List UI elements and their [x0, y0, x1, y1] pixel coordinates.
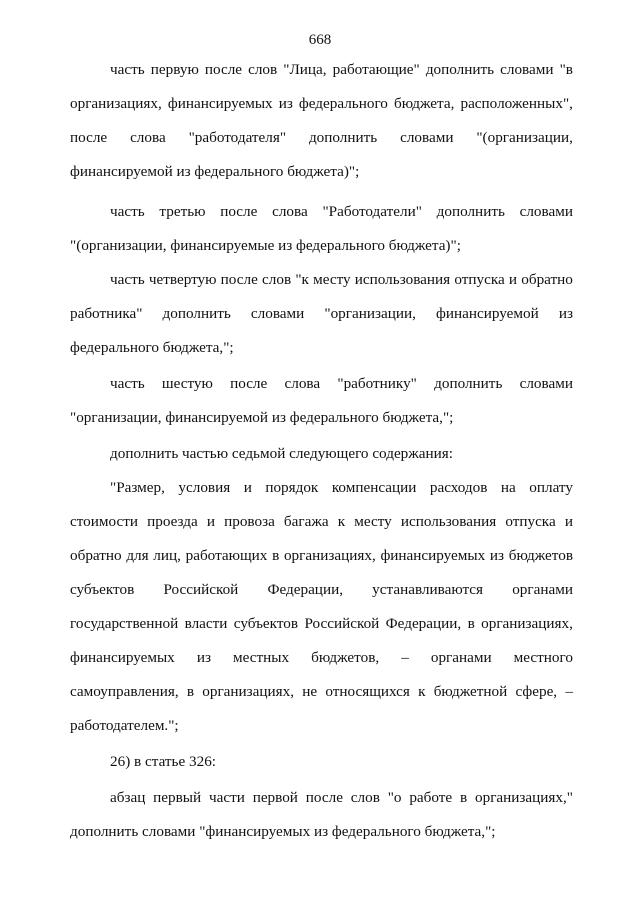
- word: оплату: [529, 479, 573, 496]
- text-line: "(организации, финансируемые из федерального бюджета)";: [70, 237, 461, 254]
- text-line: "организации, финансируемой из федерального бюджета,";: [70, 409, 454, 426]
- text-line: 26) в статье 326:: [110, 753, 217, 770]
- word: к: [337, 513, 346, 530]
- word: условия: [178, 479, 231, 496]
- word: из: [278, 95, 293, 112]
- word: после: [220, 271, 258, 288]
- word: финансируемых: [70, 649, 175, 666]
- word: в: [186, 683, 195, 700]
- word: проезда: [147, 513, 198, 530]
- word: на: [500, 479, 516, 496]
- word: после: [204, 61, 243, 78]
- text-line: дополнить частью седьмой следующего содержания:: [110, 445, 453, 462]
- word: из: [489, 547, 505, 564]
- text-line: [110, 788, 573, 808]
- word: третью: [159, 203, 206, 220]
- word: "о: [387, 789, 402, 806]
- text-line: [70, 682, 573, 702]
- word: абзац: [110, 789, 146, 806]
- word: часть: [110, 375, 145, 392]
- word: расположенных",: [460, 95, 573, 112]
- word: обратно: [521, 271, 573, 288]
- word: субъектов: [233, 615, 299, 632]
- word: "Лица,: [283, 61, 327, 78]
- word: багажа: [283, 513, 329, 530]
- word: устанавливаются: [372, 581, 484, 598]
- word: сфере,: [515, 683, 558, 700]
- word: дополнить: [308, 129, 378, 146]
- word: самоуправления,: [70, 683, 179, 700]
- word: к: [418, 683, 426, 700]
- word: словами: [250, 305, 305, 322]
- word: слов: [248, 61, 278, 78]
- word: Федерации,: [385, 615, 462, 632]
- word: после: [220, 203, 258, 220]
- word: и: [243, 479, 252, 496]
- word: слова: [284, 375, 321, 392]
- word: бюджета,: [393, 95, 455, 112]
- word: –: [401, 649, 409, 666]
- word: в: [460, 789, 468, 806]
- word: порядок: [265, 479, 319, 496]
- word: бюджетов: [508, 547, 573, 564]
- word: в: [467, 615, 475, 632]
- text-line: [110, 202, 573, 222]
- word: "Работодатели": [322, 203, 422, 220]
- text-line: [70, 614, 573, 634]
- word: часть: [110, 203, 145, 220]
- word: обратно: [70, 547, 122, 564]
- word: стоимости: [70, 513, 138, 530]
- word: слов: [262, 271, 292, 288]
- word: слова: [130, 129, 166, 146]
- text-line: [70, 546, 573, 566]
- text-line: [70, 512, 573, 532]
- word: местных: [233, 649, 290, 666]
- word: бюджетной: [433, 683, 508, 700]
- word: местного: [513, 649, 573, 666]
- word: использования: [400, 513, 497, 530]
- word: части: [208, 789, 245, 806]
- word: и: [508, 271, 518, 288]
- word: работе: [409, 789, 453, 806]
- word: Российской: [163, 581, 239, 598]
- word: "в: [559, 61, 573, 78]
- word: "(организации,: [476, 129, 573, 146]
- word: словами: [500, 61, 554, 78]
- text-line: федерального бюджета,";: [70, 339, 234, 356]
- word: не: [302, 683, 318, 700]
- word: и: [206, 513, 215, 530]
- word: после: [70, 129, 108, 146]
- word: использования: [354, 271, 451, 288]
- word: организациях,": [475, 789, 573, 806]
- word: финансируемых: [380, 547, 486, 564]
- text-line: [70, 648, 573, 668]
- word: часть: [110, 61, 145, 78]
- word: субъектов: [70, 581, 135, 598]
- word: финансируемой: [436, 305, 539, 322]
- word: –: [565, 683, 573, 700]
- word: слова: [272, 203, 308, 220]
- word: Федерации,: [267, 581, 343, 598]
- word: отпуска: [454, 271, 505, 288]
- word: "работнику": [337, 375, 417, 392]
- word: органами: [512, 581, 573, 598]
- word: первую: [150, 61, 199, 78]
- text-line: [70, 128, 573, 148]
- word: дополнить: [436, 203, 505, 220]
- word: часть: [110, 271, 145, 288]
- word: дополнить: [425, 61, 495, 78]
- word: организациях,: [283, 547, 376, 564]
- text-line: дополнить словами "финансируемых из федерального бюджета,";: [70, 823, 496, 840]
- word: из: [196, 649, 211, 666]
- word: власти: [184, 615, 228, 632]
- word: месту: [313, 271, 351, 288]
- word: лиц,: [153, 547, 181, 564]
- word: работника": [70, 305, 143, 322]
- word: "организации,: [324, 305, 416, 322]
- word: шестую: [161, 375, 213, 392]
- word: первый: [153, 789, 202, 806]
- word: после: [230, 375, 268, 392]
- word: "Размер,: [110, 479, 165, 496]
- word: из: [558, 305, 573, 322]
- word: после: [305, 789, 343, 806]
- text-line: [110, 60, 573, 80]
- word: работающие": [332, 61, 420, 78]
- word: словами: [400, 129, 454, 146]
- word: работающих: [185, 547, 268, 564]
- word: четвертую: [148, 271, 217, 288]
- word: организациях,: [481, 615, 573, 632]
- word: отпуска: [505, 513, 556, 530]
- word: словами: [519, 375, 573, 392]
- word: организациях,: [70, 95, 162, 112]
- word: дополнить: [434, 375, 503, 392]
- text-line: финансируемой из федерального бюджета)";: [70, 163, 360, 180]
- word: государственной: [70, 615, 179, 632]
- word: словами: [519, 203, 573, 220]
- word: компенсации: [331, 479, 417, 496]
- word: финансируемых: [167, 95, 273, 112]
- word: месту: [354, 513, 392, 530]
- text-line: [70, 94, 573, 114]
- word: в: [272, 547, 280, 564]
- text-line: работодателем.";: [70, 717, 179, 734]
- word: бюджетов,: [311, 649, 380, 666]
- text-line: [70, 580, 573, 600]
- word: первой: [252, 789, 298, 806]
- word: организациях,: [202, 683, 295, 700]
- word: федерального: [298, 95, 388, 112]
- word: относящихся: [325, 683, 410, 700]
- word: провоза: [224, 513, 275, 530]
- word: органами: [430, 649, 492, 666]
- word: "работодателя": [188, 129, 287, 146]
- word: слов: [350, 789, 380, 806]
- text-line: [110, 478, 573, 498]
- word: для: [126, 547, 149, 564]
- word: дополнить: [162, 305, 231, 322]
- text-line: [70, 304, 573, 324]
- text-line: [110, 270, 573, 290]
- word: и: [564, 513, 573, 530]
- text-line: [110, 374, 573, 394]
- word: Российской: [304, 615, 380, 632]
- page-number: 668: [308, 32, 332, 48]
- word: расходов: [429, 479, 488, 496]
- word: "к: [295, 271, 309, 288]
